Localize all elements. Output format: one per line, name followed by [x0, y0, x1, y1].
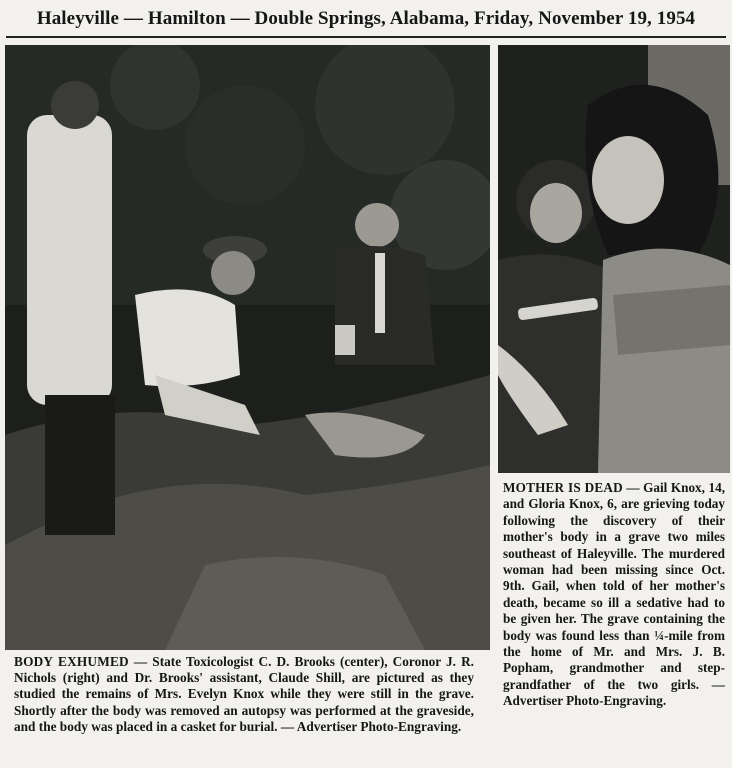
- mother-dead-caption-body: — Gail Knox, 14, and Gloria Knox, 6, are grieving today following the discovery of their mother's body in a grave two miles southeast of Haleyville. The murdered woman had been missing since Oct. 9th. Gail, when told of her mother's death, became so ill a sedative had to be given her. The grave containing the body was found less than ¼-mile from the home of Mr. and Mrs. J. B. Popham, grandmother and step-grandfather of the two girls. — Advertiser Photo-Engraving.: [503, 480, 725, 709]
- exhumation-caption-head: BODY EXHUMED: [14, 654, 129, 669]
- two-girls-photo: [498, 45, 730, 473]
- grave-exhumation-photo: [5, 45, 490, 650]
- exhumation-caption-body: — State Toxicologist C. D. Brooks (center), Coronor J. R. Nichols (right) and Dr. Brooks' assistant, Claude Shill, are pictured as they studied the remains of Mrs. Evelyn Knox while they were still in the grave. Shortly after the body was removed an autopsy was performed at the graveside, and the body was placed in a casket for burial. — Advertiser Photo-Engraving.: [14, 654, 474, 734]
- exhumation-caption: [14, 654, 474, 735]
- mother-dead-caption: [503, 480, 725, 710]
- grave-exhumation-illustration: [5, 45, 490, 650]
- mother-dead-caption-head: MOTHER IS DEAD: [503, 480, 623, 495]
- girls-portrait-illustration: [498, 45, 730, 473]
- header-rule: [6, 36, 726, 38]
- newspaper-dateline: Haleyville — Hamilton — Double Springs, Alabama, Friday, November 19, 1954: [36, 8, 696, 29]
